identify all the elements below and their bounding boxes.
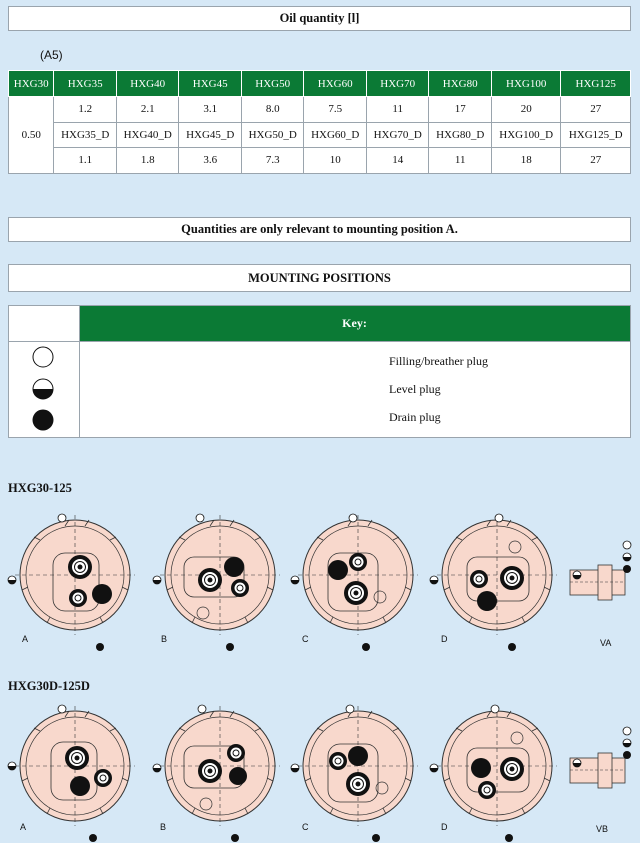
table-cell: HXG50_D	[241, 122, 304, 148]
table-cell: 11	[429, 148, 492, 174]
table-cell: 17	[429, 97, 492, 123]
filling-plug-icon	[32, 346, 54, 368]
diagram-position-b	[153, 705, 280, 842]
table-cell: HXG40_D	[116, 122, 179, 148]
drain-plug-icon	[32, 409, 54, 431]
divider	[79, 306, 80, 341]
section-title-hxg30-125: HXG30-125	[8, 481, 72, 495]
table-row	[9, 148, 631, 174]
diagram-position-a	[8, 514, 135, 651]
diagram-position-d	[430, 514, 557, 651]
key-item-level: Level plug	[389, 382, 441, 396]
oil-quantity-title: Oil quantity [l]	[8, 6, 631, 31]
table-cell: 8.0	[241, 97, 304, 123]
section-title-hxg30d-125d: HXG30D-125D	[8, 679, 90, 693]
diagram-label-a: A	[22, 634, 29, 644]
table-cell: HXG60_D	[304, 122, 367, 148]
header-cell: HXG35	[54, 71, 117, 97]
header-cell: HXG45	[179, 71, 242, 97]
header-cell: HXG40	[116, 71, 179, 97]
diagram-position-vb	[570, 727, 631, 788]
table-cell: HXG35_D	[54, 122, 117, 148]
table-cell: HXG80_D	[429, 122, 492, 148]
diagram-position-va	[570, 541, 631, 600]
table-row	[9, 122, 631, 148]
table-cell: 18	[491, 148, 560, 174]
table-cell: 3.1	[179, 97, 242, 123]
diagram-position-d	[430, 705, 557, 842]
divider	[9, 341, 630, 342]
table-cell: 1.1	[54, 148, 117, 174]
table-cell: 10	[304, 148, 367, 174]
table-cell: 14	[366, 148, 429, 174]
table-header-row	[9, 71, 631, 97]
table-cell: 1.2	[54, 97, 117, 123]
header-cell: HXG80	[429, 71, 492, 97]
mounting-positions-title: MOUNTING POSITIONS	[8, 264, 631, 292]
diagram-label-d: D	[441, 634, 448, 644]
table-cell: 3.6	[179, 148, 242, 174]
diagram-label-c: C	[302, 634, 309, 644]
table-note: (A5)	[40, 48, 63, 62]
table-cell: 2.1	[116, 97, 179, 123]
divider	[79, 341, 80, 437]
table-cell: 20	[491, 97, 560, 123]
mounting-diagrams-row-1	[0, 510, 640, 650]
diagram-label-b: B	[161, 634, 168, 644]
diagram-label-a: A	[20, 822, 27, 832]
table-cell: 7.5	[304, 97, 367, 123]
table-cell: HXG125_D	[561, 122, 631, 148]
diagram-label-c: C	[302, 822, 309, 832]
table-cell: 27	[561, 97, 631, 123]
diagram-label-b: B	[160, 822, 167, 832]
key-title: Key:	[79, 306, 630, 341]
table-cell: 7.3	[241, 148, 304, 174]
oil-quantity-table	[8, 70, 631, 174]
key-legend	[8, 305, 631, 438]
diagram-label-d: D	[441, 822, 448, 832]
table-cell: HXG100_D	[491, 122, 560, 148]
diagram-label-va: VA	[600, 638, 612, 648]
mounting-diagrams-row-2	[0, 703, 640, 843]
mounting-notice: Quantities are only relevant to mounting position A.	[8, 217, 631, 242]
header-cell: HXG100	[491, 71, 560, 97]
table-cell: 27	[561, 148, 631, 174]
table-cell: 11	[366, 97, 429, 123]
header-cell: HXG70	[366, 71, 429, 97]
header-cell: HXG50	[241, 71, 304, 97]
diagram-position-c	[291, 514, 418, 651]
diagram-position-a	[8, 705, 135, 842]
table-row	[9, 97, 631, 123]
diagram-position-c	[291, 705, 418, 842]
level-plug-icon	[32, 378, 54, 400]
key-item-drain: Drain plug	[389, 410, 441, 424]
table-cell-hxg30: 0.50	[9, 97, 54, 174]
key-item-filling: Filling/breather plug	[389, 354, 488, 368]
table-cell: HXG45_D	[179, 122, 242, 148]
table-cell: 1.8	[116, 148, 179, 174]
diagram-position-b	[153, 514, 280, 651]
header-cell: HXG30	[9, 71, 54, 97]
header-cell: HXG125	[561, 71, 631, 97]
diagram-label-vb: VB	[596, 824, 609, 834]
header-cell: HXG60	[304, 71, 367, 97]
table-cell: HXG70_D	[366, 122, 429, 148]
